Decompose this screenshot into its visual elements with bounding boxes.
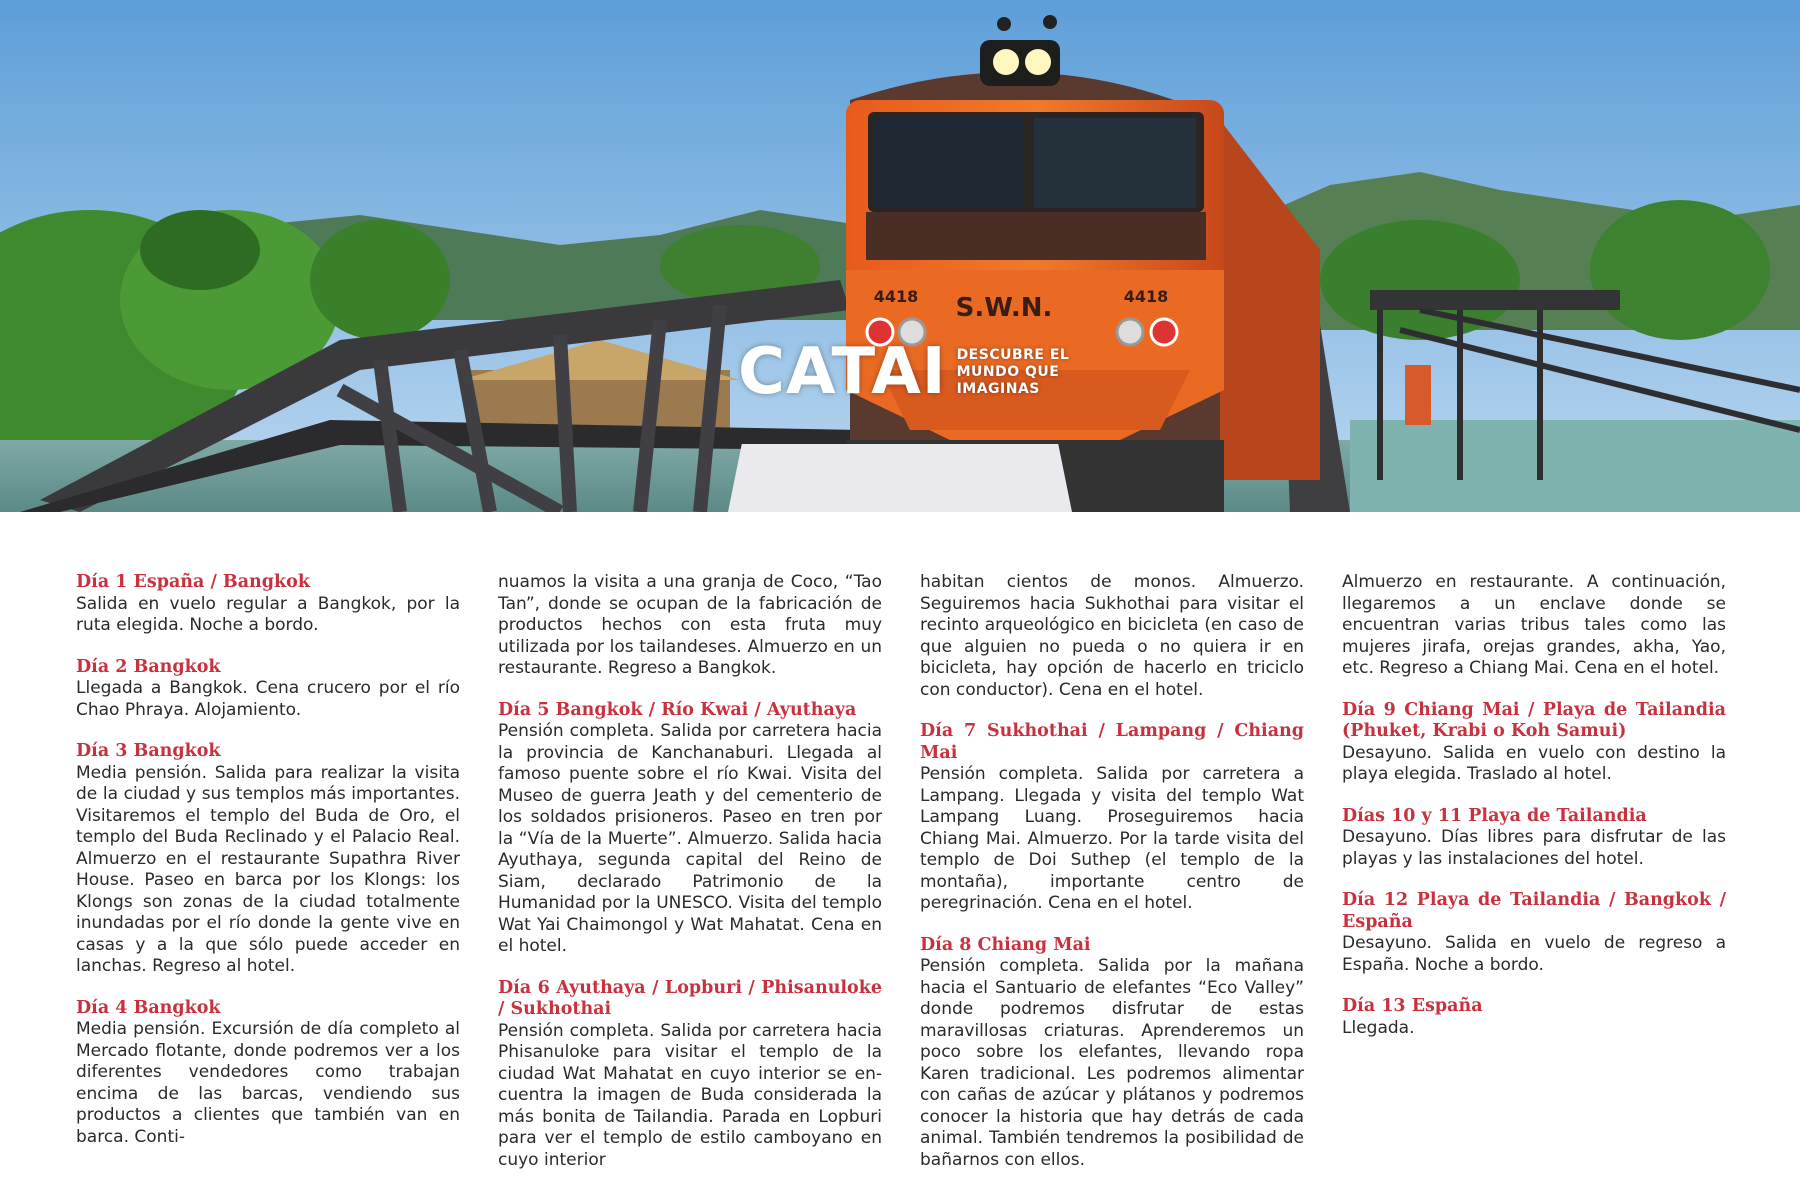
day-title: Días 10 y 11 Playa de Tailandia: [1342, 805, 1647, 826]
tagline-line-2: MUNDO QUE: [956, 363, 1060, 380]
day-title: Día 1 España / Bangkok: [76, 572, 310, 592]
brand-logo: [738, 335, 1070, 409]
day-text: Desayuno. Salida en vuelo de regreso a España. Noche a bordo.: [1342, 933, 1726, 975]
day-title: Día 8 Chiang Mai: [920, 934, 1091, 955]
day-block: [76, 741, 460, 978]
day-title: Día 7 Sukhothai / Lampang / Chiang Mai: [920, 721, 1304, 763]
day-text: Media pensión. Salida para realizar la visita de la ciudad y sus templos más importantes. Visitaremos el templo del Buda de Oro, el templo del Buda Reclinado y el Palacio Real. Almuerzo en el restaurante Supathra River House. Paseo en barca por los Klongs: los Klongs son zonas de la ciudad totalmente inundadas por el río donde la gente vive en casas y a la que sólo puede acceder en lanchas. Regreso al hotel.: [76, 762, 460, 976]
day-block-continued: [920, 572, 1304, 701]
column-3: [920, 572, 1304, 1191]
day-text: Llegada.: [1342, 1017, 1415, 1038]
day-text: Pensión completa. Salida por la mañana hacia el Santuario de elefantes “Eco Valley” donde podremos disfrutar de estas maravillosas criaturas. Aprenderemos un poco sobre los elefantes, llevando ropa Karen tradicional. Les podremos alimentar con cañas de azúcar y plátanos y podremos conocer la historia que hay detrás de cada animal. También tendremos la posibilidad de bañarnos con ellos.: [920, 956, 1304, 1170]
day-text: Pensión completa. Salida por carretera a Lampang. Llegada y visita del templo Wat Lampang Luang. Proseguiremos hacia Chiang Mai. Almuerzo. Por la tarde visita del templo de Doi Suthep (el templo de la montaña), importante centro de peregrinación. Cena en el hotel.: [920, 764, 1304, 913]
day-title: Día 5 Bangkok / Río Kwai / Ayuthaya: [498, 699, 857, 720]
train-number-left: 4418: [873, 287, 919, 306]
day-text: Almuerzo en restaurante. A continuación, llegaremos a un enclave donde se encuentran varias tribus tales como las mujeres jirafa, orejas grandes, akha, Yao, etc. Regreso a Chiang Mai. Cena en el hotel.: [1342, 572, 1726, 678]
day-title: Día 9 Chiang Mai / Playa de Tailandia (Phuket, Krabi o Koh Samui): [1342, 699, 1726, 741]
day-block: [1342, 996, 1726, 1039]
header-tab: [728, 444, 1072, 512]
day-block: [1342, 806, 1726, 871]
day-text: nuamos la visita a una granja de Coco, “Tao Tan”, donde se ocupan de la fabricación de productos hechos con esta fruta muy utilizada por los tailandeses. Almuerzo en un restaurante. Regreso a Bangkok.: [498, 572, 882, 678]
tagline-line-3: IMAGINAS: [956, 380, 1040, 397]
day-block: [1342, 890, 1726, 976]
day-title: Día 6 Ayuthaya / Lopburi / Phisanuloke / Sukhothai: [498, 977, 882, 1019]
tagline-line-1: DESCUBRE EL: [956, 346, 1070, 363]
day-block: [920, 935, 1304, 1172]
train-logo: S.W.N.: [955, 293, 1053, 323]
day-title: Día 3 Bangkok: [76, 741, 221, 761]
hero-photo: [0, 0, 1800, 512]
day-text: Desayuno. Días libres para disfrutar de las playas y las instalaciones del hotel.: [1342, 827, 1726, 869]
day-title: Día 4 Bangkok: [76, 997, 221, 1018]
day-text: Media pensión. Excursión de día completo al Mercado flotante, donde podremos ver a los diferentes vendedores como trabajan encima de las barcas, vendiendo sus productos a clientes que también van en barca. Conti-: [76, 1019, 460, 1147]
day-block: [76, 998, 460, 1149]
day-title: Día 2 Bangkok: [76, 656, 221, 677]
day-text: Pensión completa. Salida por carretera hacia la provincia de Kanchanaburi. Llegada al famoso puente sobre el río Kwai. Visita del Museo de guerra Jeath y del cementerio de los soldados prisioneros. Paseo en tren por la “Vía de la Muerte”. Almuerzo. Salida hacia Ayuthaya, segunda capital del Reino de Siam, declarado Patrimonio de la Humanidad por la UNESCO. Visita del templo Wat Yai Chaimongol y Wat Mahatat. Cena en el hotel.: [498, 721, 882, 956]
brand-tagline: [957, 347, 1070, 398]
train-bridge-photo: [0, 0, 1800, 512]
day-text: habitan cientos de monos. Almuerzo. Seguiremos hacia Sukhothai para visitar el recinto arqueológico en bicicleta (en caso de que alguien no pueda o no quiera ir en bicicleta, hay opción de hacerlo en triciclo con conductor). Cena en el hotel.: [920, 572, 1304, 700]
column-2: [498, 572, 882, 1191]
day-text: Pensión completa. Salida por carretera hacia Phisanuloke para visitar el templo de la ciudad Wat Mahatat en cuyo interior se en-cuentra la imagen de Buda considerada la más bonita de Tailandia. Parada en Lopburi para ver el templo de estilo camboyano en cuyo interior: [498, 1020, 882, 1170]
day-block: [76, 572, 460, 637]
day-title: Día 13 España: [1342, 996, 1483, 1016]
day-block: [920, 721, 1304, 915]
train-number-right: 4418: [1123, 287, 1169, 306]
itinerary-columns: [76, 572, 1726, 1191]
day-block: [498, 700, 882, 958]
brand-name: CATAI: [738, 335, 947, 409]
day-text: Llegada a Bangkok. Cena crucero por el río Chao Phraya. Alojamiento.: [76, 678, 460, 720]
day-block: [1342, 700, 1726, 786]
day-title: Día 12 Playa de Tailandia / Bangkok / España: [1342, 890, 1726, 932]
column-4: [1342, 572, 1726, 1191]
day-block-continued: [1342, 572, 1726, 680]
day-block: [76, 657, 460, 722]
day-text: Salida en vuelo regular a Bangkok, por la ruta elegida. Noche a bordo.: [76, 593, 460, 635]
column-1: [76, 572, 460, 1191]
day-text: Desayuno. Salida en vuelo con destino la playa elegida. Traslado al hotel.: [1342, 742, 1726, 784]
day-block: [498, 978, 882, 1172]
day-block-continued: [498, 572, 882, 680]
